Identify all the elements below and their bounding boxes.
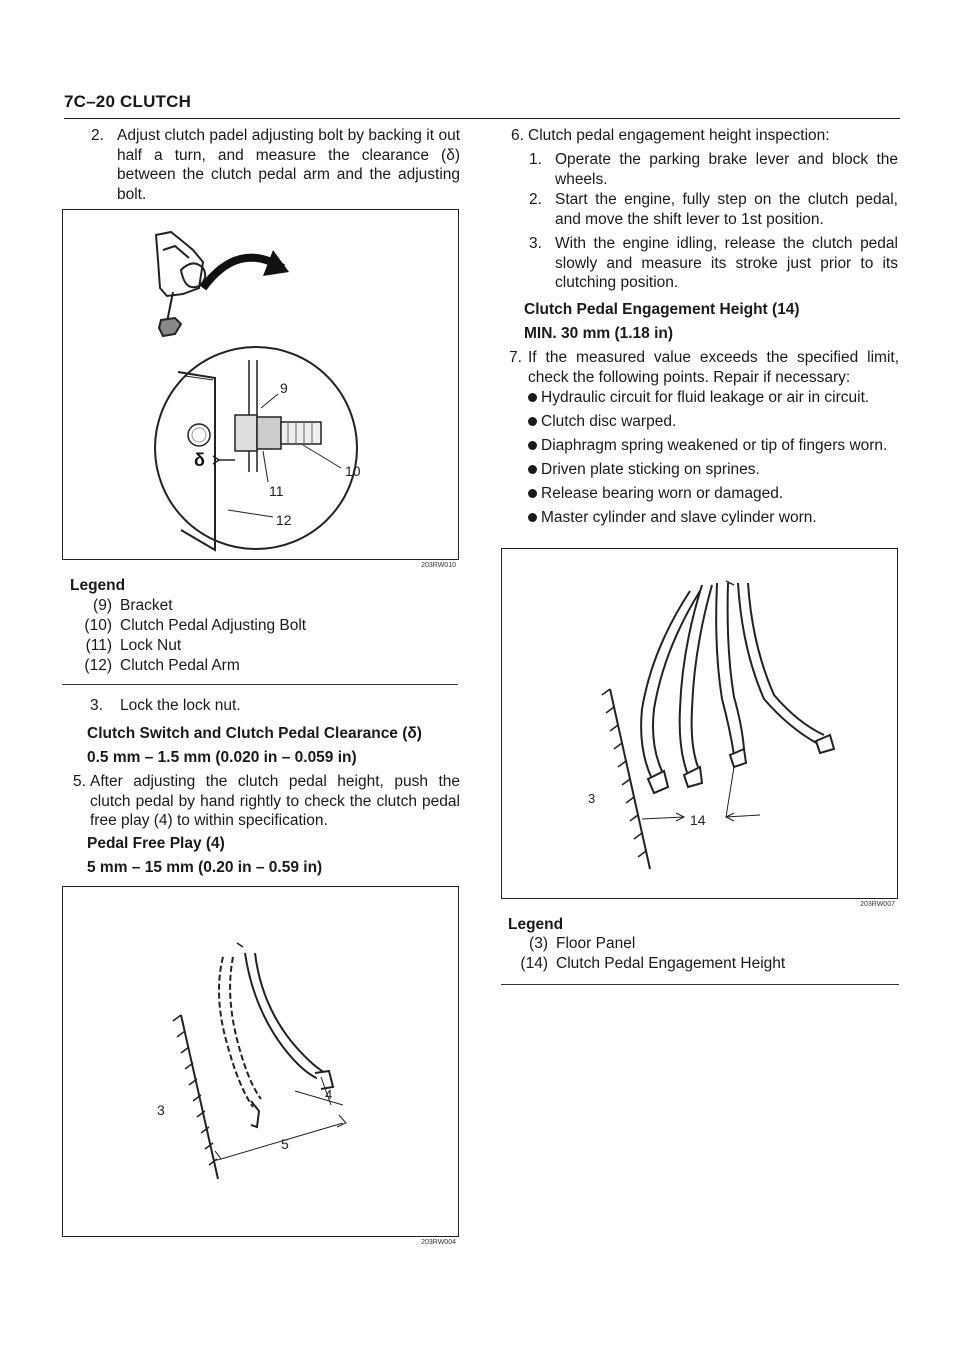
inspection-bullet-list (528, 388, 900, 528)
substep-2-text: Start the engine, fully step on the clutch pedal, and move the shift lever to 1st position. (555, 191, 898, 228)
label-14: 14 (690, 812, 706, 828)
bullet-item: Hydraulic circuit for fluid leakage or air in circuit. (528, 388, 900, 408)
figure-adjusting-bolt (62, 209, 459, 569)
legend-title: Legend (70, 577, 126, 594)
substep-3-text: With the engine idling, release the clutch pedal slowly and measure its stroke just prior to its clutching position. (555, 235, 898, 291)
adjusting-bolt-illustration (63, 210, 458, 559)
spec-engagement-value: MIN. 30 mm (1.18 in) (524, 325, 674, 342)
substep-2-number: 2. (529, 191, 542, 208)
legend-title: Legend (508, 916, 564, 933)
legend-rule (62, 684, 458, 685)
figure-pedal-free-play (62, 886, 459, 1246)
label-11: 11 (269, 483, 284, 499)
engagement-height-illustration (502, 549, 897, 898)
figure-engagement-height (501, 548, 898, 908)
label-5: 5 (281, 1136, 289, 1152)
label-9: 9 (280, 380, 288, 396)
legend-item: (10) Clutch Pedal Adjusting Bolt (84, 617, 307, 634)
step-2-number: 2. (91, 127, 104, 144)
legend-item: (11) Lock Nut (85, 637, 182, 654)
page-header: 7C–20 CLUTCH (64, 92, 192, 111)
spec-clearance-title: Clutch Switch and Clutch Pedal Clearance (δ) (87, 725, 422, 742)
legend-list (68, 596, 458, 676)
spec-engagement-title: Clutch Pedal Engagement Height (14) (524, 301, 800, 318)
figure-code: 203RW004 (421, 1239, 456, 1246)
label-4: 4 (325, 1087, 333, 1102)
bullet-item: Master cylinder and slave cylinder worn. (528, 508, 900, 528)
label-12: 12 (276, 512, 292, 528)
spec-freeplay-title: Pedal Free Play (4) (87, 835, 225, 852)
step-6-text: Clutch pedal engagement height inspection: (528, 127, 830, 144)
step-7-text: If the measured value exceeds the specified limit, check the following points. Repair if necessary: (528, 349, 899, 386)
bullet-item: Diaphragm spring weakened or tip of fingers worn. (528, 436, 900, 456)
substep-1-text: Operate the parking brake lever and block the wheels. (555, 151, 898, 188)
bullet-item: Driven plate sticking on sprines. (528, 460, 900, 480)
step-6-number: 6. (511, 127, 524, 144)
step-2-text: Adjust clutch padel adjusting bolt by backing it out half a turn, and measure the clearance (δ) between the clutch pedal arm and the adjusting bolt. (117, 127, 460, 203)
label-3: 3 (157, 1102, 165, 1118)
step-7-number: 7. (509, 349, 522, 366)
spec-clearance-value: 0.5 mm – 1.5 mm (0.020 in – 0.059 in) (87, 749, 357, 766)
legend-rule (501, 984, 899, 985)
substep-1-number: 1. (529, 151, 542, 168)
legend-item: (9) Bracket (93, 597, 173, 614)
pedal-free-play-illustration (63, 887, 458, 1236)
figure-code: 203RW007 (860, 901, 895, 908)
spec-freeplay-value: 5 mm – 15 mm (0.20 in – 0.59 in) (87, 859, 323, 876)
step-3-number: 3. (90, 697, 103, 714)
label-3: 3 (588, 791, 596, 806)
header-rule (64, 118, 900, 119)
substep-3-number: 3. (529, 235, 542, 252)
bullet-item: Release bearing worn or damaged. (528, 484, 900, 504)
legend-item: (12) Clutch Pedal Arm (84, 657, 240, 674)
figure-code: 203RW010 (421, 562, 456, 569)
legend-list (508, 934, 898, 974)
label-delta: δ (194, 450, 205, 470)
step-3-text: Lock the lock nut. (120, 697, 241, 714)
step-5-text: After adjusting the clutch pedal height, push the clutch pedal by hand rightly to check the clutch pedal free play (4) to within specification. (90, 773, 460, 829)
step-5-number: 5. (73, 773, 86, 790)
legend-item: (3) Floor Panel (529, 935, 636, 952)
legend-item: (14) Clutch Pedal Engagement Height (520, 955, 786, 972)
bullet-item: Clutch disc warped. (528, 412, 900, 432)
label-10: 10 (345, 463, 361, 479)
